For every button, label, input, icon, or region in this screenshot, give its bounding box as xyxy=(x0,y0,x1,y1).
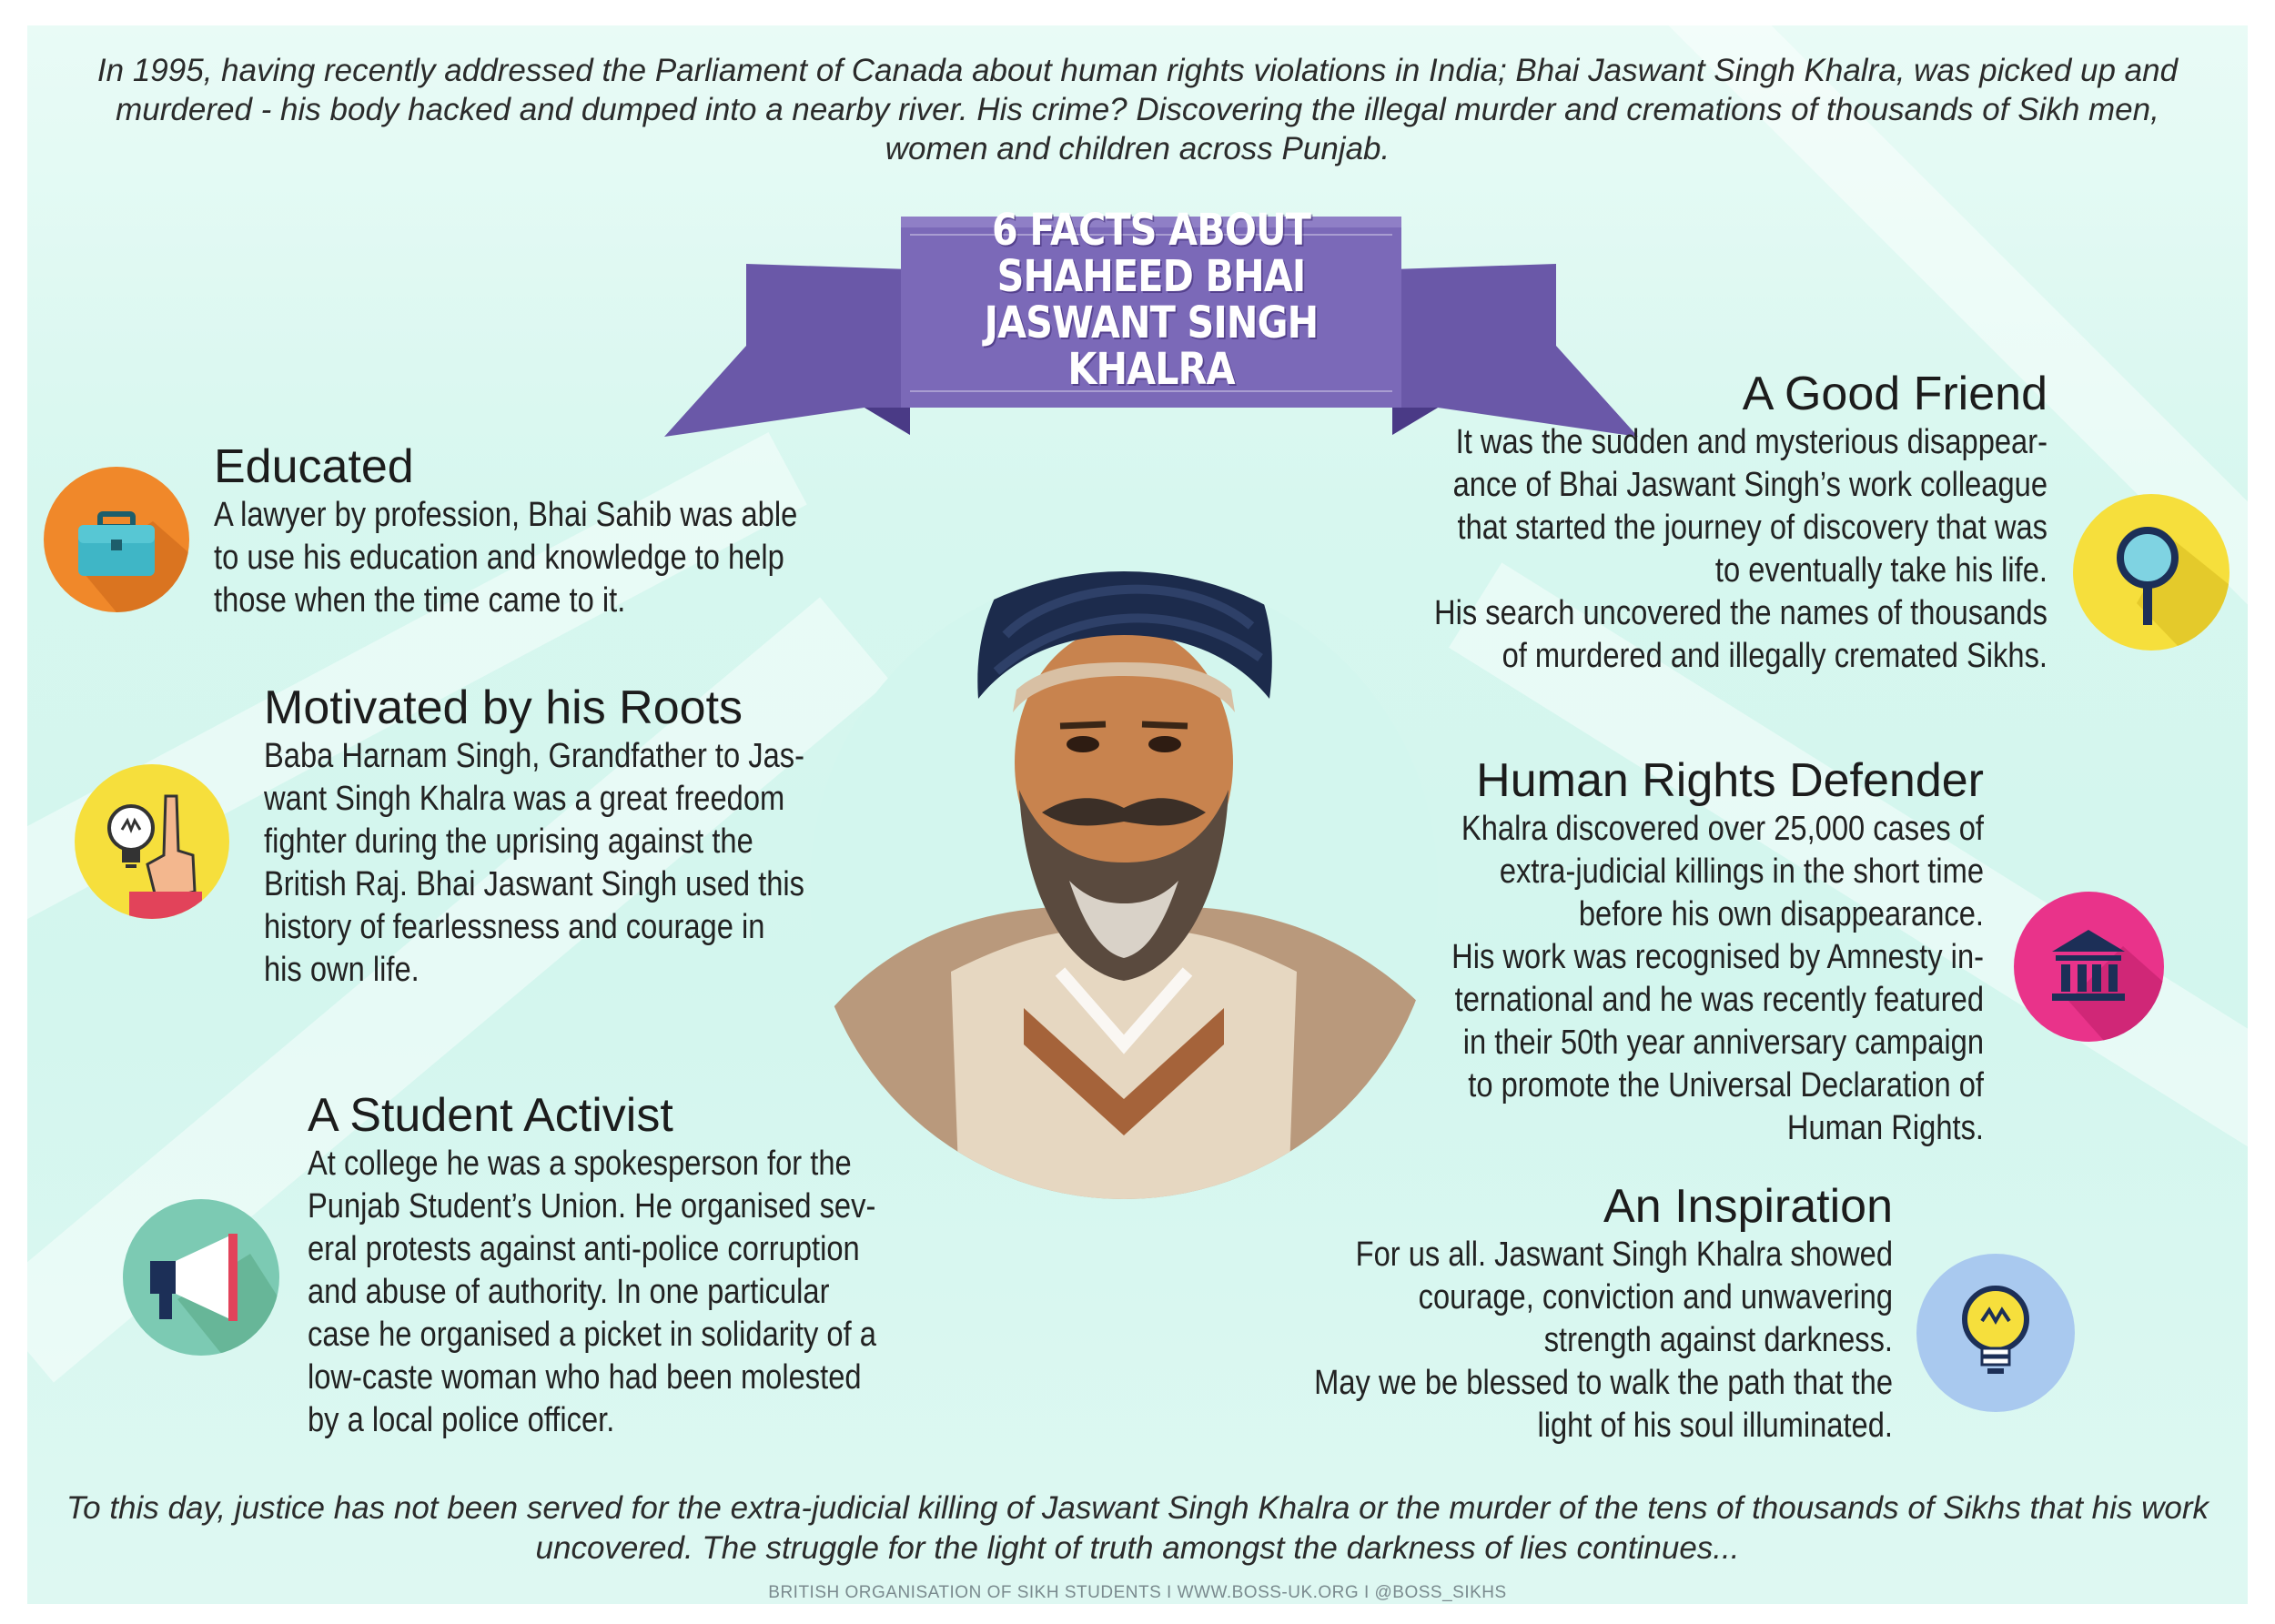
fact-defender xyxy=(1238,753,1984,1150)
fact-line: want Singh Khalra was a great freedom xyxy=(264,780,785,818)
fact-line: in their 50th year anniversary campaign xyxy=(1462,1024,1984,1062)
fact-line: eral protests against anti-police corruption xyxy=(308,1230,860,1268)
fact-line: those when the time came to it. xyxy=(214,581,626,620)
fact-roots xyxy=(264,681,846,992)
fact-line: His search uncovered the names of thousands xyxy=(1434,594,2048,632)
fact-line: For us all. Jaswant Singh Khalra showed xyxy=(1355,1236,1893,1274)
banner-title xyxy=(940,207,1362,393)
megaphone-icon xyxy=(123,1199,279,1356)
fact-line: fighter during the uprising against the xyxy=(264,822,753,861)
outro-paragraph: To this day, justice has not been served for the extra-judicial killing of Jaswant Singh Khalra or the murder of the tens of thousands of Sikhs that his work uncovered. The struggle for the light of truth amongst the darkness of lies continues... xyxy=(66,1490,2209,1566)
fact-line: His work was recognised by Amnesty in- xyxy=(1451,938,1984,976)
banner-title-line: 6 FACTS ABOUT xyxy=(991,205,1311,256)
banner-title-line: JASWANT SINGH KHALRA xyxy=(984,298,1319,395)
fact-line: courage, conviction and unwavering xyxy=(1418,1278,1893,1316)
fact-line: British Raj. Bhai Jaswant Singh used this xyxy=(264,865,804,903)
fact-line: low-caste woman who had been molested xyxy=(308,1358,862,1397)
fact-line: May we be blessed to walk the path that the xyxy=(1314,1364,1893,1402)
courthouse-icon xyxy=(2014,892,2164,1042)
fact-line: Human Rights. xyxy=(1786,1109,1984,1147)
fact-inspiration xyxy=(1138,1179,1893,1447)
fact-line: of murdered and illegally cremated Sikhs. xyxy=(1502,637,2048,675)
banner-title-line: SHAHEED BHAI xyxy=(996,251,1306,302)
infographic-page xyxy=(27,25,2248,1604)
fact-line: by a local police officer. xyxy=(308,1401,615,1439)
fact-line: At college he was a spokesperson for the xyxy=(308,1145,852,1183)
fact-activist xyxy=(308,1088,926,1442)
fact-line: before his own disappearance. xyxy=(1578,895,1984,933)
fact-line: case he organised a picket in solidarity of a xyxy=(308,1316,876,1354)
fact-title: An Inspiration xyxy=(1603,1180,1893,1233)
fact-title: Human Rights Defender xyxy=(1476,754,1984,807)
fact-line: history of fearlessness and courage in xyxy=(264,908,765,946)
footer-credits: BRITISH ORGANISATION OF SIKH STUDENTS I WWW.BOSS-UK.ORG I @BOSS_SIKHS xyxy=(768,1583,1507,1602)
fact-line: ternational and he was recently featured xyxy=(1454,981,1984,1019)
fact-line: to use his education and knowledge to help xyxy=(214,539,784,577)
fact-line: light of his soul illuminated. xyxy=(1537,1407,1893,1445)
fact-line: to promote the Universal Declaration of xyxy=(1468,1066,1984,1105)
fact-title: A Good Friend xyxy=(1742,368,2048,420)
fact-line: It was the sudden and mysterious disappear- xyxy=(1455,423,2048,461)
fact-line: his own life. xyxy=(264,951,420,989)
lightbulb-icon xyxy=(1916,1254,2075,1412)
fact-line: Khalra discovered over 25,000 cases of xyxy=(1461,810,1984,848)
briefcase-icon xyxy=(44,467,189,612)
fact-friend xyxy=(1292,367,2048,678)
fact-line: that started the journey of discovery that was xyxy=(1457,509,2048,547)
fact-line: strength against darkness. xyxy=(1543,1321,1893,1359)
fact-title: A Student Activist xyxy=(308,1089,673,1142)
fact-educated xyxy=(214,439,796,622)
intro-paragraph: In 1995, having recently addressed the Parliament of Canada about human rights violations in India; Bhai Jaswant Singh Khalra, was picked up and murdered - his body hacked and dumped into a nearby river. His crime? Discovering the illegal murder and cremations of thousands of Sikh men, women and children across Punjab. xyxy=(96,53,2179,166)
magnifier-icon xyxy=(2073,494,2230,651)
fact-line: A lawyer by profession, Bhai Sahib was able xyxy=(214,496,798,534)
fact-body xyxy=(1398,421,2048,678)
fact-line: Baba Harnam Singh, Grandfather to Jas- xyxy=(264,737,805,775)
fact-title: Motivated by his Roots xyxy=(264,681,743,734)
fact-line: extra-judicial killings in the short time xyxy=(1499,852,1984,891)
fact-body xyxy=(308,1143,876,1442)
idea-hand-icon xyxy=(75,764,229,919)
fact-line: Punjab Student’s Union. He organised sev- xyxy=(308,1187,876,1226)
fact-line: to eventually take his life. xyxy=(1714,551,2048,590)
fact-line: and abuse of authority. In one particular xyxy=(308,1273,830,1311)
fact-body xyxy=(264,735,805,992)
fact-body xyxy=(214,494,798,622)
fact-body xyxy=(1342,808,1984,1150)
fact-body xyxy=(1243,1234,1893,1447)
fact-title: Educated xyxy=(214,440,414,493)
fact-line: ance of Bhai Jaswant Singh’s work colleague xyxy=(1452,466,2048,504)
